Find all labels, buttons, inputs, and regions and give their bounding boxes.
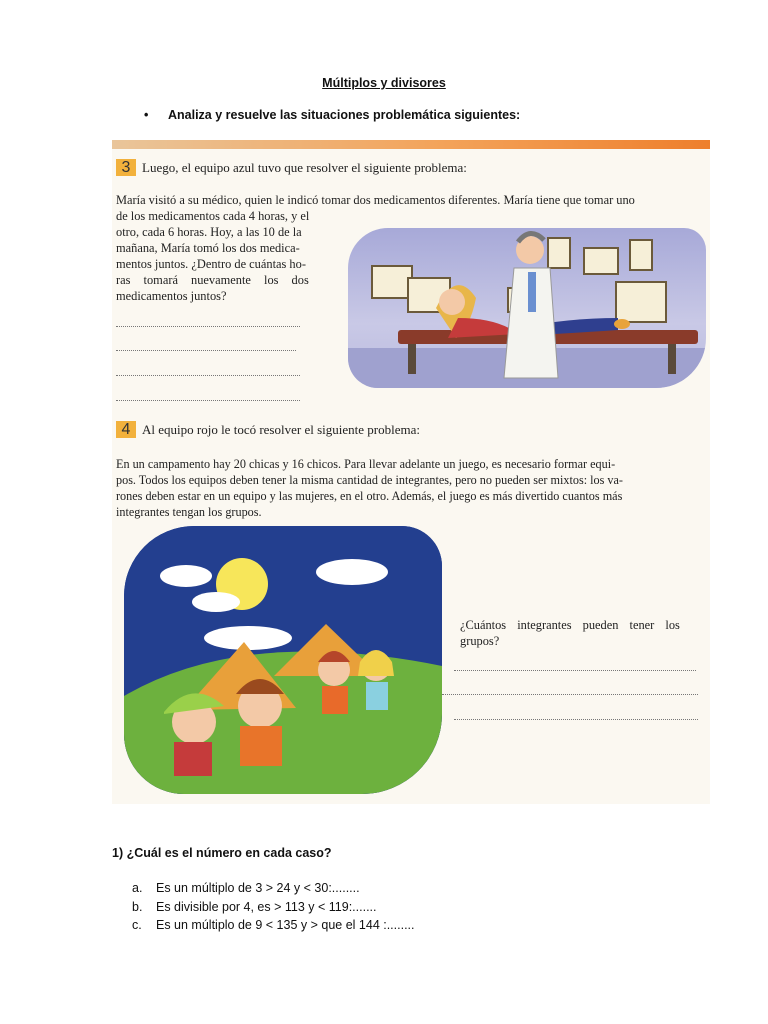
problem-4-line: En un campamento hay 20 chicas y 16 chicos. Para llevar adelante un juego, es necesario formar equi- — [116, 457, 616, 471]
problem-4-line: rones deben estar en un equipo y las mujeres, en el otro. Además, el juego es más divertido cuantos más — [116, 489, 623, 503]
problem-4-line: integrantes tengan los grupos. — [116, 505, 262, 519]
answer-line — [442, 694, 698, 695]
answer-line — [454, 670, 696, 671]
item-marker: c. — [132, 918, 142, 932]
problem-3-heading: Luego, el equipo azul tuvo que resolver el siguiente problema: — [142, 160, 467, 175]
answer-line — [116, 326, 300, 327]
problem-3-line: medicamentos juntos? — [116, 289, 227, 303]
problem-3-line: ras tomará nuevamente los dos — [116, 273, 309, 287]
item-marker: b. — [132, 900, 143, 914]
answer-line — [454, 719, 698, 720]
item-text: Es divisible por 4, es > 113 y < 119:....... — [156, 900, 377, 914]
instruction-text: Analiza y resuelve las situaciones problemática siguientes: — [168, 108, 521, 122]
document-title: Múltiplos y divisores — [322, 76, 446, 90]
question-line: grupos? — [460, 633, 500, 648]
answer-line — [116, 400, 300, 401]
answer-line — [116, 350, 296, 351]
bullet-icon: • — [144, 108, 149, 122]
problem-3-number: 3 — [116, 159, 136, 176]
orange-banner — [112, 140, 710, 149]
item-text: Es un múltiplo de 3 > 24 y < 30:........ — [156, 881, 360, 895]
problem-3-line: María visitó a su médico, quien le indicó tomar dos medicamentos diferentes. María tiene que tomar uno — [116, 193, 635, 207]
item-text: Es un múltiplo de 9 < 135 y > que el 144 :........ — [156, 918, 415, 932]
problem-4-heading: Al equipo rojo le tocó resolver el siguiente problema: — [142, 422, 420, 437]
problem-4-line: pos. Todos los equipos deben tener la misma cantidad de integrantes, pero no pueden ser mixtos: los va- — [116, 473, 623, 487]
question-line: ¿Cuántos integrantes pueden tener los — [460, 618, 680, 632]
problem-3-line: de los medicamentos cada 4 horas, y el — [116, 209, 310, 223]
scanned-textbook-page — [112, 140, 710, 804]
problem-3-line: mentos juntos. ¿Dentro de cuántas ho- — [116, 257, 306, 271]
problem-4-question — [460, 618, 698, 649]
exercise-heading: 1) ¿Cuál es el número en cada caso? — [112, 846, 332, 860]
answer-line — [116, 375, 300, 376]
problem-3-line: otro, cada 6 horas. Hoy, a las 10 de la — [116, 225, 302, 239]
problem-3-line: mañana, María tomó los dos medica- — [116, 241, 300, 255]
item-marker: a. — [132, 881, 143, 895]
doctor-patient-illustration — [348, 228, 706, 388]
problem-4-number: 4 — [116, 421, 136, 438]
camping-kids-illustration — [124, 526, 442, 794]
